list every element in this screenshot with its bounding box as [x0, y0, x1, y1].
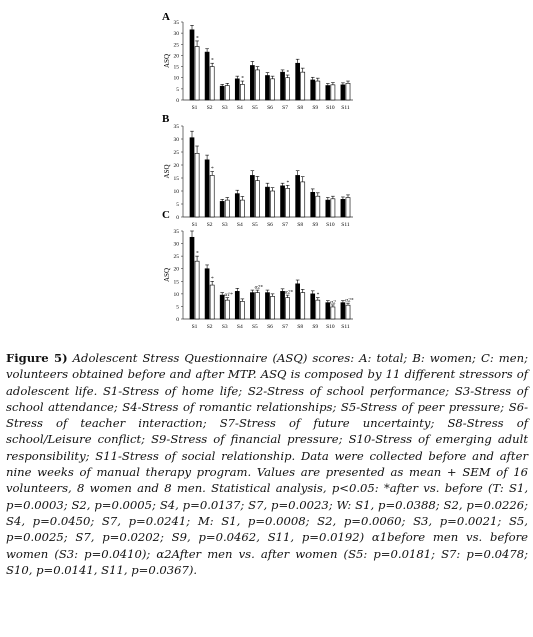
y-tick-label: 35: [173, 124, 179, 130]
x-tick-label: S9: [312, 105, 319, 111]
y-tick-label: 15: [173, 64, 179, 71]
bar-before: [250, 65, 254, 100]
x-tick-label: S6: [267, 105, 273, 111]
bar-after: [195, 261, 199, 319]
y-tick-label: 20: [173, 53, 179, 60]
bar-before: [341, 85, 345, 100]
x-tick-label: S2: [206, 105, 213, 111]
bar-after: [255, 70, 259, 100]
y-axis-label: ASQ: [163, 164, 171, 179]
x-tick-label: S10: [326, 324, 335, 330]
y-tick-label: 30: [173, 137, 179, 143]
y-tick-label: 10: [173, 189, 179, 195]
bar-after: [346, 305, 350, 319]
bar-before: [281, 186, 285, 217]
x-tick-label: S7: [282, 324, 288, 330]
bar-after: [301, 293, 305, 319]
bar-before: [326, 200, 330, 217]
caption-text: Adolescent Stress Questionnaire (ASQ) scores: A: total; B: women; C: men; volunteers obtained before and after MTP. ASQ is composed by 11 different stressors of adolescent life. S1-Stress of home life; S2-Stress of school performance; S3-Stress of school attendance; S4-Stress of romantic relationships; S5-Stress of peer pressure; S6-Stress of teacher interaction; S7-Stress of future uncertainty; S8-Stress of school/Leisure conflict; S9-Stress of financial pressure; S10-Stress of emerging adult responsibility; S11-Stress of social relationship. Data were collected before and after nine weeks of manual therapy program. Values are presented as mean + SEM of 16 volunteers, 8 women and 8 men. Statistical analysis, p<0.05: *after vs. before (T: S1, p=0.0003; S2, p=0.0005; S4, p=0.0137; S7, p=0.0023; W: S1, p=0.0388; S2, p=0.0226; S4, p=0.0450; S7, p=0.0241; M: S1, p=0.0008; S2, p=0.0060; S3, p=0.0021; S5, p=0.0025; S7, p=0.0202; S9, p=0.0462, S11, p=0.0192) α1before men vs. before women (S3: p=0.0410); α2After men vs. after women (S5: p=0.0181; S7: p=0.0478; S10, p=0.0141, S11, p=0.0367).: [6, 351, 529, 577]
bar-after: [331, 307, 335, 319]
significance-annotation: *: [290, 289, 294, 296]
bar-before: [205, 52, 209, 100]
bar-before: [235, 194, 239, 217]
x-tick-label: S7: [282, 105, 288, 111]
bar-before: [190, 30, 194, 100]
significance-annotation: *: [210, 57, 214, 64]
x-tick-label: S10: [326, 105, 335, 111]
bar-after: [331, 85, 335, 100]
significance-annotation: *: [240, 75, 244, 82]
panel-label: B: [162, 113, 170, 125]
y-tick-label: 30: [173, 31, 179, 38]
bar-before: [326, 86, 330, 100]
bar-after: [210, 67, 214, 100]
bar-after: [225, 300, 229, 319]
bar-after: [255, 181, 259, 217]
figure-caption: [6, 350, 528, 578]
bar-before: [265, 187, 269, 217]
bar-before: [296, 63, 300, 100]
x-tick-label: S6: [267, 222, 273, 228]
bar-after: [301, 72, 305, 100]
bar-before: [311, 80, 315, 100]
x-tick-label: S11: [341, 105, 350, 111]
y-tick-label: 25: [173, 150, 179, 156]
bar-before: [235, 79, 239, 100]
significance-annotation: α2: [345, 297, 351, 304]
y-tick-label: 5: [176, 86, 179, 93]
bar-after: [195, 47, 199, 100]
bar-after: [225, 86, 229, 100]
bar-after: [255, 293, 259, 319]
x-tick-label: S2: [206, 324, 213, 330]
significance-annotation: α2: [330, 299, 336, 306]
y-tick-label: 35: [173, 20, 179, 26]
y-tick-label: 15: [173, 279, 179, 286]
x-tick-label: S5: [252, 105, 258, 111]
bar-after: [286, 78, 290, 100]
x-tick-label: S1: [191, 324, 198, 330]
bar-before: [341, 199, 345, 217]
significance-annotation: α2: [254, 284, 261, 291]
bar-before: [296, 284, 300, 319]
x-tick-label: S11: [341, 222, 350, 228]
x-tick-label: S9: [312, 324, 319, 330]
bar-before: [220, 201, 224, 217]
x-tick-label: S4: [236, 324, 243, 330]
bar-before: [265, 293, 269, 319]
x-tick-label: S3: [221, 324, 228, 330]
x-tick-label: S4: [236, 105, 243, 111]
x-tick-label: S8: [297, 222, 304, 228]
bar-before: [190, 138, 194, 217]
bar-before: [281, 72, 285, 100]
x-tick-label: S7: [282, 222, 288, 228]
significance-annotation: *: [316, 292, 320, 299]
bar-after: [316, 81, 320, 100]
bar-before: [250, 175, 254, 217]
bar-before: [341, 303, 345, 319]
bar-before: [311, 192, 315, 217]
significance-annotation: *: [229, 292, 233, 299]
x-tick-label: S8: [297, 324, 304, 330]
x-tick-label: S3: [221, 105, 228, 111]
bar-after: [240, 301, 244, 319]
x-tick-label: S9: [312, 222, 319, 228]
bar-before: [220, 295, 224, 319]
y-tick-label: 5: [176, 202, 179, 208]
bar-after: [301, 182, 305, 217]
bar-after: [225, 200, 229, 217]
y-tick-label: 10: [173, 291, 179, 298]
bar-after: [271, 296, 275, 319]
panel-label: C: [162, 209, 170, 221]
bar-after: [210, 175, 214, 217]
x-tick-label: S6: [267, 324, 273, 330]
x-tick-label: S10: [326, 222, 335, 228]
y-tick-label: 20: [173, 163, 179, 169]
x-tick-label: S8: [297, 105, 304, 111]
significance-annotation: α1: [224, 292, 231, 299]
bar-after: [286, 188, 290, 217]
bar-after: [316, 300, 320, 319]
y-tick-label: 0: [176, 317, 179, 323]
bar-before: [296, 175, 300, 217]
x-tick-label: S3: [221, 222, 228, 228]
bar-after: [316, 196, 320, 217]
bar-before: [265, 75, 269, 100]
significance-annotation: *: [210, 166, 214, 172]
significance-annotation: *: [195, 250, 199, 257]
y-axis-label: ASQ: [163, 267, 171, 283]
x-tick-label: S5: [252, 222, 258, 228]
bar-after: [286, 298, 290, 319]
bar-after: [210, 285, 214, 319]
x-tick-label: S1: [191, 222, 198, 228]
bar-after: [195, 153, 199, 217]
bar-after: [346, 83, 350, 100]
y-tick-label: 35: [173, 229, 179, 235]
x-tick-label: S4: [236, 222, 243, 228]
x-tick-label: S2: [206, 222, 213, 228]
bar-after: [240, 200, 244, 217]
caption-label: Figure 5): [6, 351, 68, 365]
bar-after: [271, 191, 275, 217]
y-tick-label: 20: [173, 266, 179, 273]
bar-before: [311, 294, 315, 319]
y-axis-label: ASQ: [163, 53, 171, 69]
significance-annotation: *: [350, 297, 354, 304]
bar-before: [205, 269, 209, 319]
x-tick-label: S5: [252, 324, 258, 330]
panel-label: A: [162, 11, 170, 23]
y-tick-label: 0: [176, 215, 179, 221]
y-tick-label: 25: [173, 42, 179, 49]
significance-annotation: *: [286, 69, 290, 76]
bar-before: [250, 293, 254, 319]
x-tick-label: S11: [341, 324, 350, 330]
y-tick-label: 0: [176, 98, 179, 104]
bar-after: [331, 199, 335, 217]
bar-after: [240, 84, 244, 100]
y-tick-label: 10: [173, 75, 179, 82]
significance-annotation: *: [260, 284, 263, 291]
bar-after: [346, 198, 350, 218]
bar-after: [271, 79, 275, 100]
bar-before: [205, 160, 209, 217]
significance-annotation: *: [210, 275, 214, 282]
y-tick-label: 5: [176, 304, 179, 311]
y-tick-label: 15: [173, 176, 179, 182]
significance-annotation: α2: [284, 289, 291, 296]
significance-annotation: *: [195, 35, 199, 42]
bar-before: [190, 237, 194, 319]
y-tick-label: 30: [173, 241, 179, 248]
bar-before: [220, 86, 224, 100]
x-tick-label: S1: [191, 105, 198, 111]
y-tick-label: 25: [173, 254, 179, 261]
significance-annotation: *: [286, 179, 290, 186]
bar-before: [235, 291, 239, 319]
